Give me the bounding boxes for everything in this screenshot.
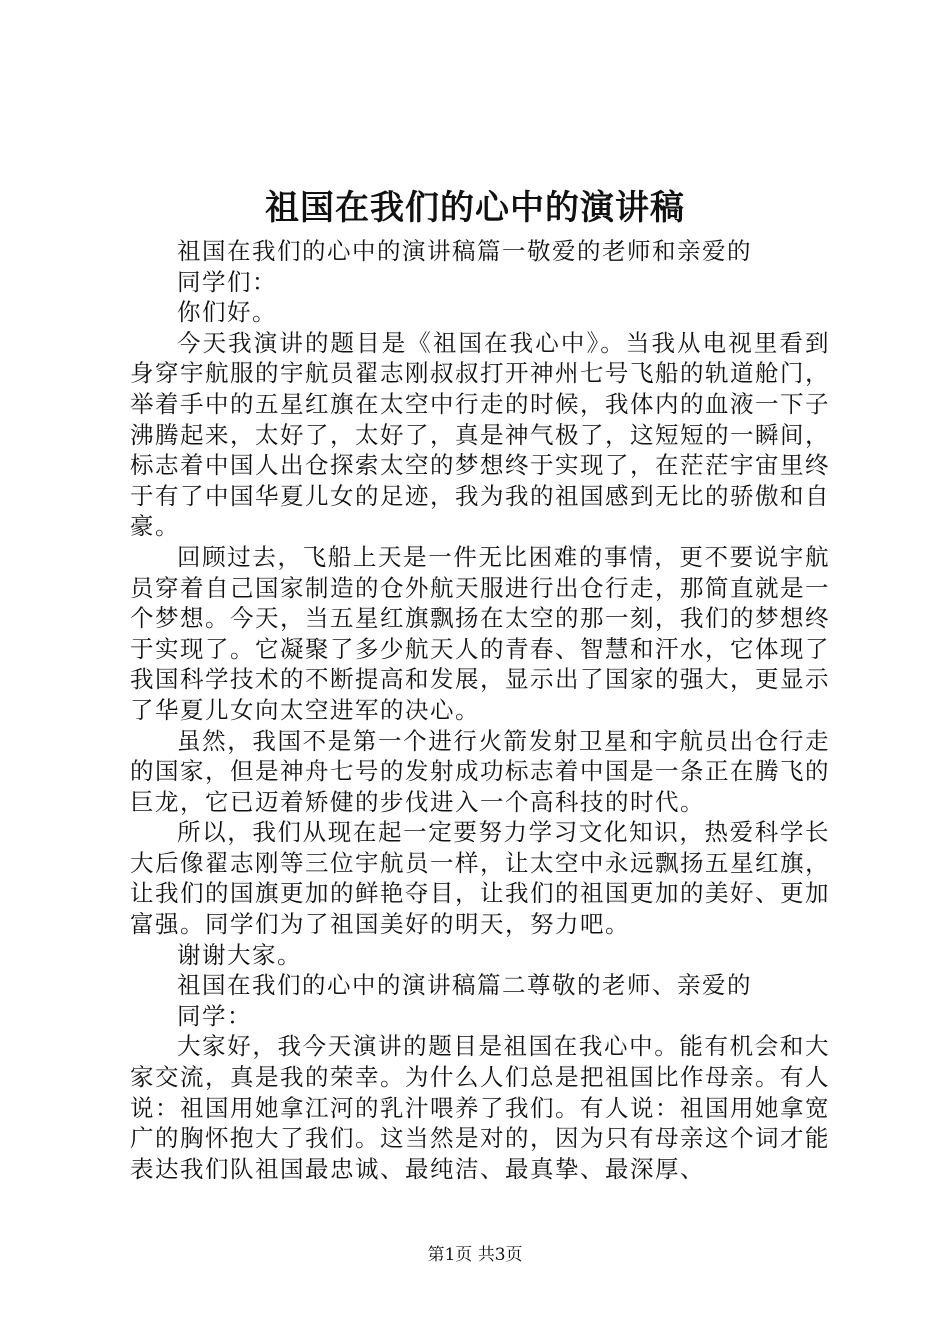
paragraph-1: 祖国在我们的心中的演讲稿篇一敬爱的老师和亲爱的 <box>177 237 752 265</box>
paragraph-10: 同学： <box>177 1001 252 1030</box>
paragraph-2: 同学们： <box>177 267 277 296</box>
paragraph-9: 祖国在我们的心中的演讲稿篇二尊敬的老师、亲爱的 <box>177 971 752 1000</box>
paragraph-5: 回顾过去，飞船上天是一件无比困难的事情，更不要说宇航员穿着自己国家制造的仓外航天服进行出仓行走，那简直就是一个梦想。今天，当五星红旗飘扬在太空的那一刻，我们的梦想终于实现了。它凝聚了多少航天人的青春、智慧和汗水，它体现了我国科学技术的不断提高和发展，显示出了国家的强大，更显示了华夏儿女向太空进军的决心。 <box>130 542 830 724</box>
document-body <box>130 236 830 1184</box>
paragraph-4: 今天我演讲的题目是《祖国在我心中》。当我从电视里看到身穿宇航服的宇航员翟志刚叔叔打开神州七号飞船的轨道舱门，举着手中的五星红旗在太空中行走的时候，我体内的血液一下子沸腾起来，太好了，太好了，真是神气极了，这短短的一瞬间，标志着中国人出仓探索太空的梦想终于实现了，在茫茫宇宙里终于有了中国华夏儿女的足迹，我为我的祖国感到无比的骄傲和自豪。 <box>130 328 830 541</box>
paragraph-8: 谢谢大家。 <box>177 940 302 969</box>
page-number-footer: 第1页 共3页 <box>427 1245 523 1265</box>
paragraph-11: 大家好，我今天演讲的题目是祖国在我心中。能有机会和大家交流，真是我的荣幸。为什么人们总是把祖国比作母亲。有人说：祖国用她拿江河的乳汁喂养了我们。有人说：祖国用她拿宽广的胸怀抱大了我们。这当然是对的，因为只有母亲这个词才能表达我们队祖国最忠诚、最纯洁、最真挚、最深厚、 <box>130 1032 830 1183</box>
paragraph-3: 你们好。 <box>177 298 277 327</box>
paragraph-7: 所以，我们从现在起一定要努力学习文化知识，热爱科学长大后像翟志刚等三位宇航员一样，让太空中永远飘扬五星红旗，让我们的国旗更加的鲜艳夺目，让我们的祖国更加的美好、更加富强。同学们为了祖国美好的明天，努力吧。 <box>130 818 830 939</box>
paragraph-6: 虽然，我国不是第一个进行火箭发射卫星和宇航员出仓行走的国家，但是神舟七号的发射成功标志着中国是一条正在腾飞的巨龙，它已迈着矫健的步伐进入一个高科技的时代。 <box>130 726 830 816</box>
document-title: 祖国在我们的心中的演讲稿 <box>265 188 685 228</box>
